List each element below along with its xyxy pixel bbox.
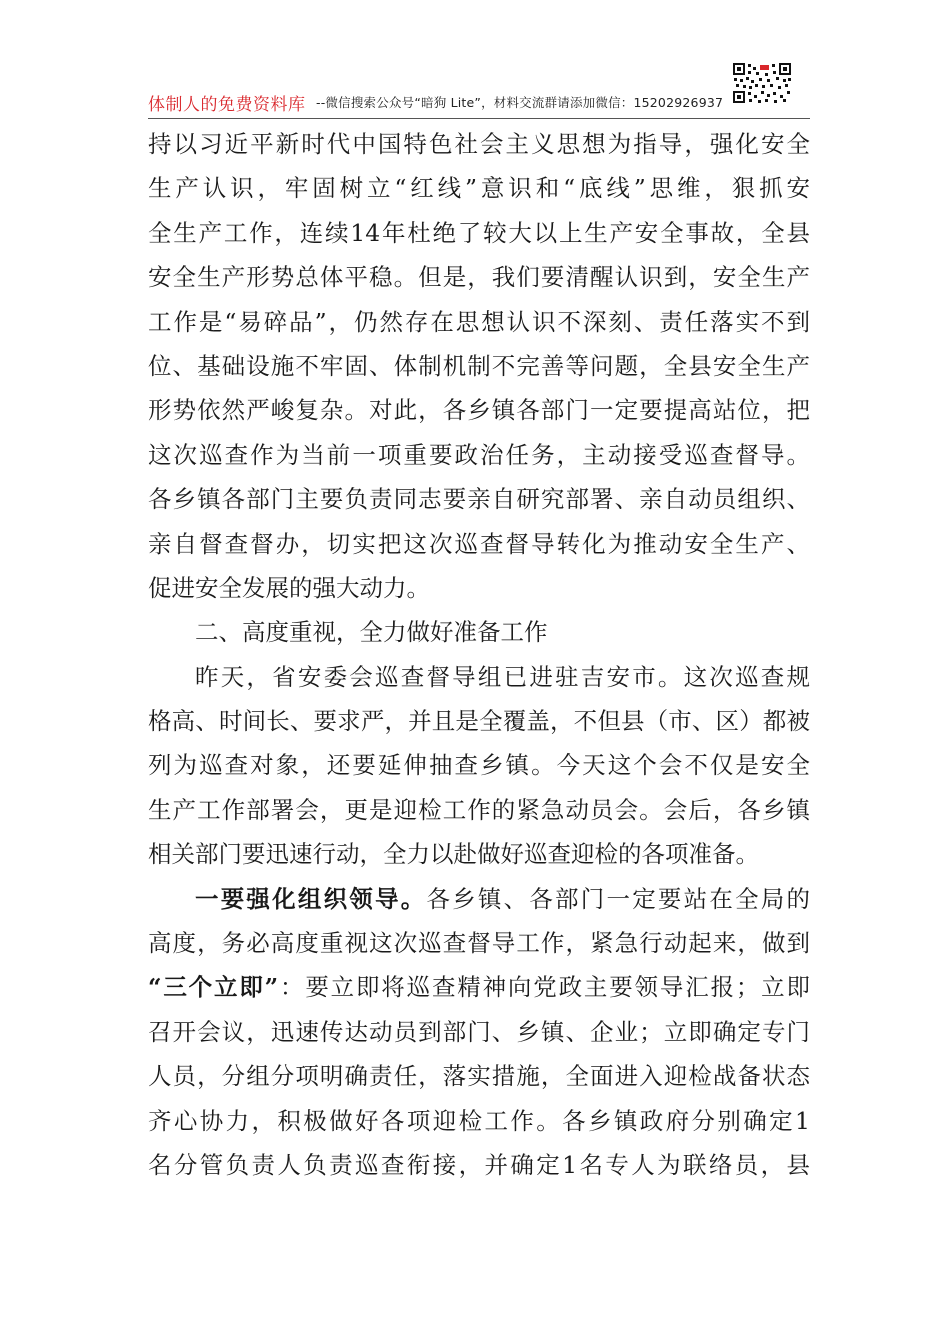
text-line: 相关部门要迅速行动，全力以赴做好巡查迎检的各项准备。 (148, 840, 759, 869)
bold-lead: 一要强化组织领导。 (195, 884, 427, 913)
text-line: 高度，务必高度重视这次巡查督导工作，紧急行动起来，做到 (148, 929, 810, 958)
text-line: 安全生产形势总体平稳。但是，我们要清醒认识到，安全生产 (148, 263, 810, 292)
text-span: ：要立即将巡查精神向党政主要领导汇报；立即 (278, 973, 810, 1002)
text-line: 促进安全发展的强大动力。 (148, 573, 430, 602)
header-divider (148, 118, 810, 119)
text-line: 昨天，省安委会巡查督导组已进驻吉安市。这次巡查规 (195, 662, 810, 691)
text-line: 格高、时间长、要求严，并且是全覆盖，不但县（市、区）都被 (148, 707, 810, 736)
bold-quote: “三个立即” (148, 973, 279, 1002)
text-line (148, 877, 810, 921)
header-subtitle: --微信搜索公众号“暗狗 Lite”，材料交流群请添加微信：15202926937 (316, 95, 724, 110)
text-line: 召开会议，迅速传达动员到部门、乡镇、企业；立即确定专门 (148, 1017, 810, 1046)
text-span: 各乡镇、各部门一定要站在全局的 (426, 884, 811, 913)
qr-code-icon (732, 62, 792, 104)
text-line (148, 965, 810, 1009)
text-line: 形势依然严峻复杂。对此，各乡镇各部门一定要提高站位，把 (148, 396, 810, 425)
page-header (148, 88, 798, 118)
text-line: 工作是“易碎品”，仍然存在思想认识不深刻、责任落实不到 (148, 307, 810, 336)
text-line: 这次巡查作为当前一项重要政治任务，主动接受巡查督导。 (148, 440, 810, 469)
document-body (148, 122, 810, 1187)
text-line: 列为巡查对象，还要延伸抽查乡镇。今天这个会不仅是安全 (148, 751, 810, 780)
section-heading: 二、高度重视，全力做好准备工作 (195, 618, 548, 647)
text-line: 位、基础设施不牢固、体制机制不完善等问题，全县安全生产 (148, 351, 810, 380)
text-line: 名分管负责人负责巡查衔接，并确定1名专人为联络员，县 (148, 1150, 810, 1179)
text-line: 亲自督查督办，切实把这次巡查督导转化为推动安全生产、 (148, 529, 810, 558)
header-brand: 体制人的免费资料库 (148, 95, 306, 115)
text-line: 生产工作部署会，更是迎检工作的紧急动员会。会后，各乡镇 (148, 795, 810, 824)
text-line: 持以习近平新时代中国特色社会主义思想为指导，强化安全 (148, 130, 810, 158)
text-line: 生产认识，牢固树立“红线”意识和“底线”思维，狠抓安 (148, 174, 810, 203)
text-line: 齐心协力，积极做好各项迎检工作。各乡镇政府分别确定1 (148, 1106, 810, 1135)
text-line: 全生产工作，连续14年杜绝了较大以上生产安全事故，全县 (148, 218, 810, 247)
text-line: 各乡镇各部门主要负责同志要亲自研究部署、亲自动员组织、 (148, 485, 810, 514)
text-line: 人员，分组分项明确责任，落实措施，全面进入迎检战备状态 (148, 1062, 810, 1091)
